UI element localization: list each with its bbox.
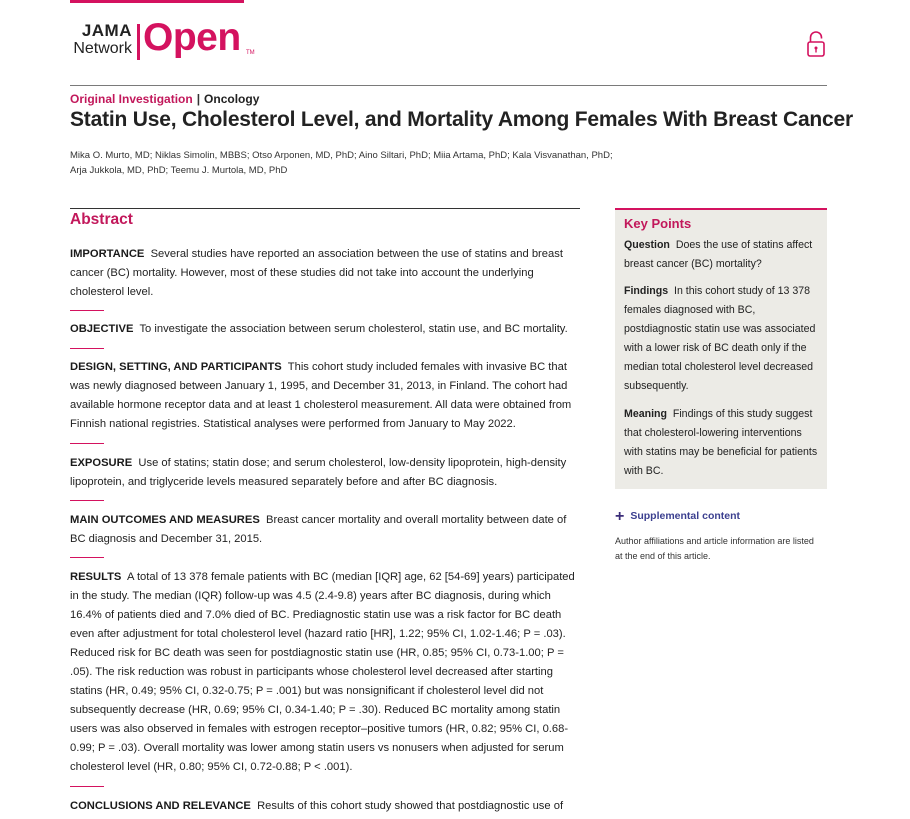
category-label[interactable]: Original Investigation — [70, 92, 193, 106]
top-accent-bar — [70, 0, 244, 3]
meaning-text: Findings of this study suggest that cholesterol-lowering interventions with statins may be beneficial for patients with BC. — [624, 408, 818, 477]
findings-label: Findings — [624, 285, 669, 297]
subcategory-label[interactable]: Oncology — [204, 92, 260, 106]
exposure-text: Use of statins; statin dose; and serum cholesterol, low-density lipoprotein, high-density lipoprotein, and triglyceride levels measured separately before and after BC diagnosis. — [70, 457, 567, 488]
outcomes-text: Breast cancer mortality and overall mortality between date of BC diagnosis and December 31, 2015. — [70, 514, 567, 545]
results-label: RESULTS — [70, 571, 122, 583]
findings-text: In this cohort study of 13 378 females diagnosed with BC, postdiagnostic statin use was associated with a lower risk of BC death only if the median total cholesterol level decreased subsequently. — [624, 285, 816, 392]
section-divider — [70, 348, 104, 349]
plus-icon: + — [615, 508, 625, 525]
abstract-results — [70, 568, 582, 777]
conclusions-text: Results of this cohort study showed that postdiagnostic use of — [257, 800, 564, 812]
question-text: Does the use of statins affect breast cancer (BC) mortality? — [624, 239, 813, 270]
authors-line-2: Arja Jukkola, MD, PhD; Teemu J. Murtola, MD, PhD — [70, 165, 288, 176]
abstract-exposure — [70, 454, 582, 492]
section-divider — [70, 443, 104, 444]
design-label: DESIGN, SETTING, AND PARTICIPANTS — [70, 361, 282, 373]
abstract-design — [70, 358, 582, 434]
section-divider — [70, 310, 104, 311]
supplemental-label: Supplemental content — [630, 510, 741, 522]
meaning-label: Meaning — [624, 408, 667, 420]
objective-text: To investigate the association between serum cholesterol, statin use, and BC mortality. — [139, 323, 568, 335]
key-points-box — [615, 208, 827, 489]
logo-wordmark-jama-network — [70, 22, 132, 57]
abstract-objective — [70, 320, 582, 339]
author-list — [70, 148, 670, 178]
key-points-findings — [624, 282, 822, 396]
section-divider — [70, 557, 104, 558]
author-affiliations-note: Author affiliations and article information are listed at the end of this article. — [615, 536, 814, 561]
section-divider — [70, 786, 104, 787]
logo-jama-text: JAMA — [81, 21, 132, 40]
importance-text: Several studies have reported an association between the use of statins and breast cancer (BC) mortality. However, most of these studies did not take into account the underlying cholesterol level. — [70, 248, 563, 298]
logo-open-text: Open — [143, 16, 241, 59]
design-text: This cohort study included females with invasive BC that was newly diagnosed between January 1, 1995, and December 31, 2013, in Finland. The cohort had available hormone receptor data and at least 1 cholesterol measurement. All data were obtained from Finnish national registries. Statistical analyses were performed from January to May 2022. — [70, 361, 572, 430]
key-points-heading: Key Points — [624, 216, 692, 231]
category-separator: | — [196, 92, 201, 106]
article-category — [70, 92, 259, 106]
abstract-heading: Abstract — [70, 211, 133, 228]
logo-network-text: Network — [73, 40, 132, 57]
authors-line-1: Mika O. Murto, MD; Niklas Simolin, MBBS; Otso Arponen, MD, PhD; Aino Siltari, PhD; Miia Artama, PhD; Kala Visvanathan, PhD; — [70, 150, 613, 161]
outcomes-label: MAIN OUTCOMES AND MEASURES — [70, 514, 260, 526]
abstract-outcomes — [70, 511, 582, 549]
results-text: A total of 13 378 female patients with BC (median [IQR] age, 62 [54-69] years) participated in the study. The median (IQR) follow-up was 4.5 (2.4-9.8) years after BC diagnosis, during which 16.4% of patients died and 7.0% died of BC. Prediagnostic statin use was a risk factor for BC death even after adjustment for total cholesterol level (hazard ratio [HR], 1.22; 95% CI, 1.02-1.46; P = .03). Reduced risk for BC death was seen for postdiagnostic statin use (HR, 0.85; 95% CI, 0.73-1.00; P = .05). The risk reduction was robust in participants whose cholesterol level decreased after starting statins (HR, 0.49; 95% CI, 0.32-0.75; P = .001) but was nonsignificant if cholesterol level did not subsequently decrease (HR, 0.69; 95% CI, 0.34-1.40; P = .30). Reduced BC mortality among statin users was also observed in females with estrogen receptor–positive tumors (HR, 0.82; 95% CI, 0.68-0.99; P = .03). Overall mortality was lower among statin users vs nonusers when adjusted for serum cholesterol level (HR, 0.80; 95% CI, 0.72-0.88; P < .001). — [70, 571, 575, 773]
abstract-rule — [70, 208, 580, 209]
logo-trademark: TM — [246, 50, 255, 56]
key-points-meaning — [624, 405, 822, 481]
objective-label: OBJECTIVE — [70, 323, 134, 335]
supplemental-content-link[interactable] — [615, 508, 740, 526]
abstract-conclusions — [70, 797, 582, 816]
logo-divider — [137, 24, 140, 60]
question-label: Question — [624, 239, 670, 251]
exposure-label: EXPOSURE — [70, 457, 133, 469]
key-points-question — [624, 236, 822, 274]
abstract-importance — [70, 245, 582, 302]
section-divider — [70, 500, 104, 501]
open-access-lock-icon[interactable] — [806, 30, 826, 63]
importance-label: IMPORTANCE — [70, 248, 145, 260]
conclusions-label: CONCLUSIONS AND RELEVANCE — [70, 800, 251, 812]
header-rule — [70, 85, 827, 86]
article-title: Statin Use, Cholesterol Level, and Mortality Among Females With Breast Cancer — [70, 108, 853, 131]
